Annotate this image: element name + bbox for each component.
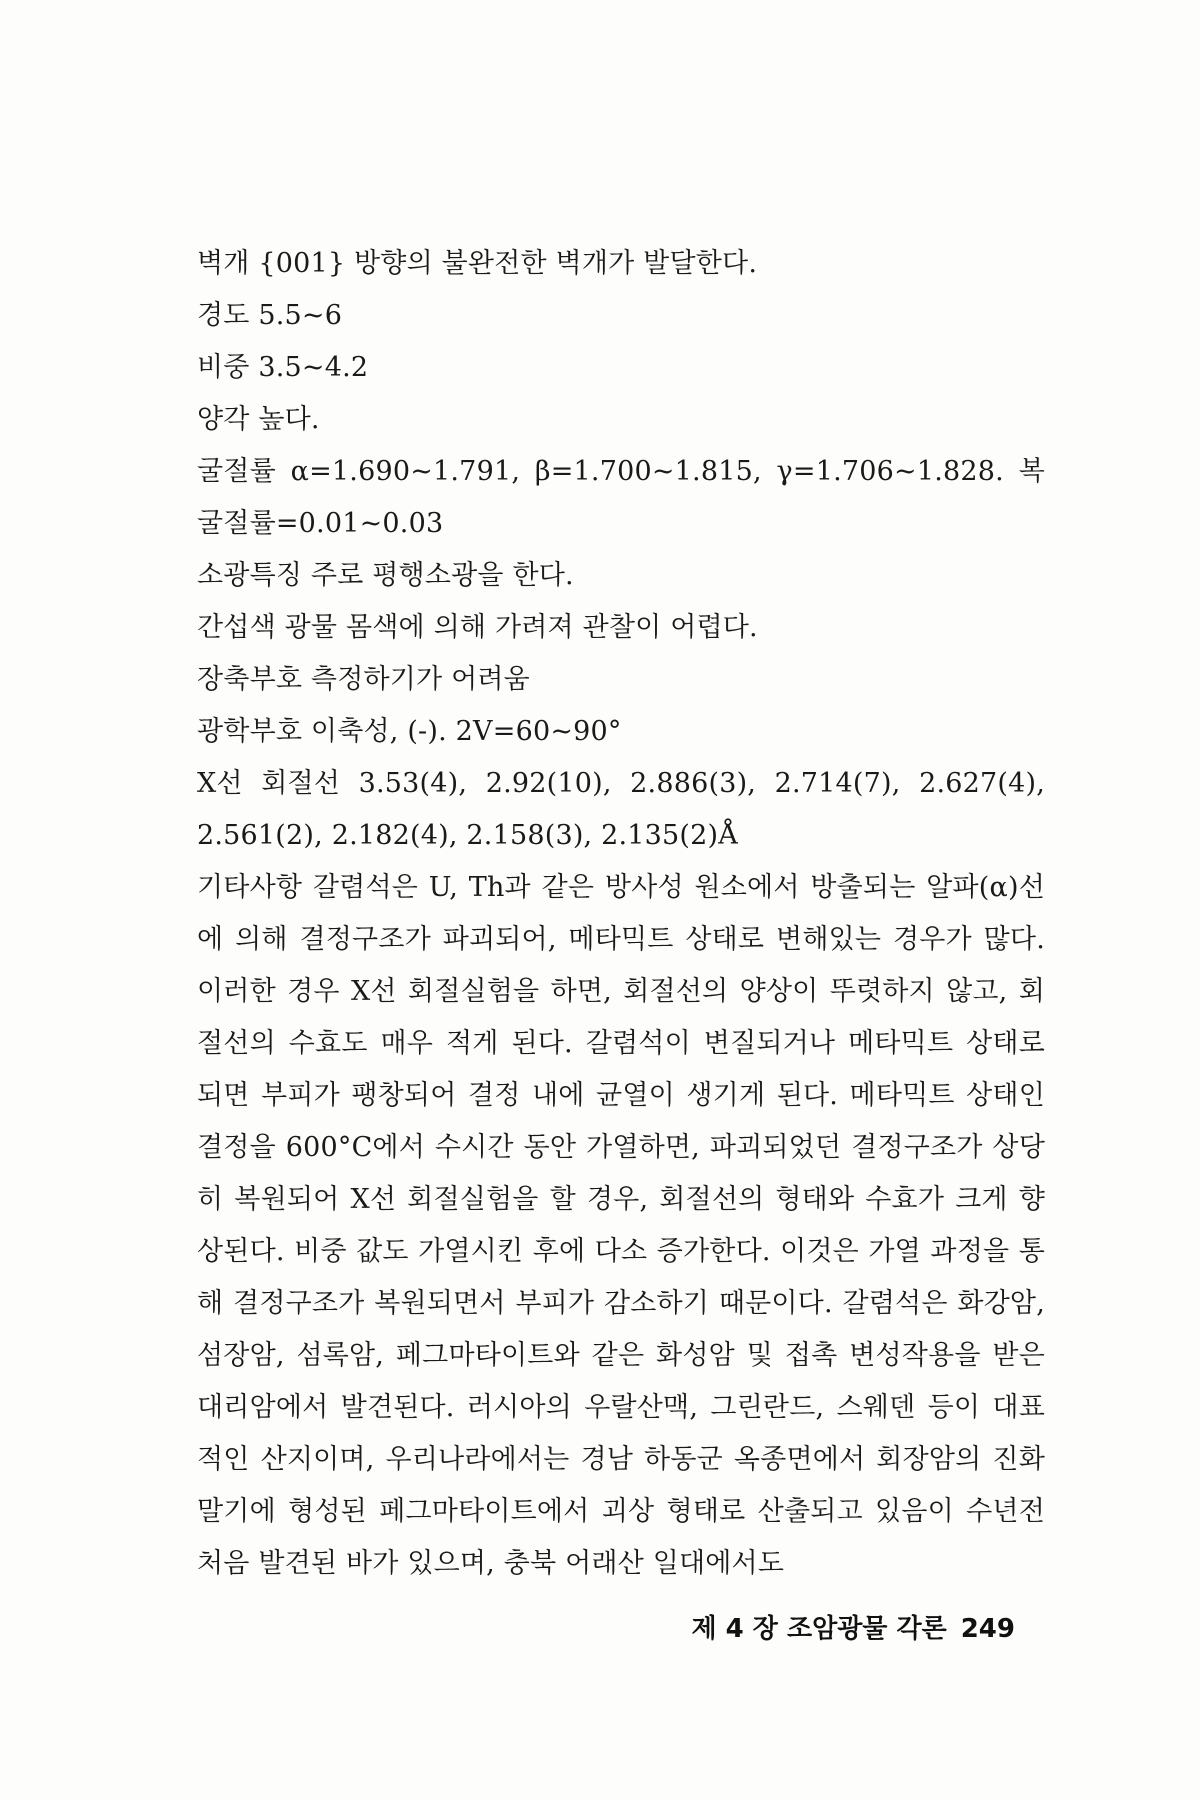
page-footer — [691, 1608, 1015, 1645]
specific-gravity-line: 비중 3.5~4.2 — [197, 352, 369, 383]
optic-sign-line: 광학부호 이축성, (-). 2V=60~90° — [197, 716, 622, 747]
refractive-index-paragraph: 굴절률 α=1.690~1.791, β=1.700~1.815, γ=1.706~1.828. 복굴절률=0.01~0.03 — [197, 456, 1045, 539]
elongation-sign-line: 장축부호 측정하기가 어려움 — [197, 664, 530, 695]
body-text — [165, 238, 1045, 1590]
cleavage-line: 벽개 {001} 방향의 불완전한 벽개가 발달한다. — [197, 248, 758, 279]
page-number: 249 — [960, 1614, 1015, 1644]
remarks-paragraph: 기타사항 갈렴석은 U, Th과 같은 방사성 원소에서 방출되는 알파(α)선에 의해 결정구조가 파괴되어, 메타믹트 상태로 변해있는 경우가 많다. 이러한 경우 X선 회절실험을 하면, 회절선의 양상이 뚜렷하지 않고, 회절선의 수효도 매우 적게 된다. 갈렴석이 변질되거나 메타믹트 상태로 되면 부피가 팽창되어 결정 내에 균열이 생기게 된다. 메타믹트 상태인 결정을 600°C에서 수시간 동안 가열하면, 파괴되었던 결정구조가 상당히 복원되어 X선 회절실험을 할 경우, 회절선의 형태와 수효가 크게 향상된다. 비중 값도 가열시킨 후에 다소 증가한다. 이것은 가열 과정을 통해 결정구조가 복원되면서 부피가 감소하기 때문이다. 갈렴석은 화강암, 섬장암, 섬록암, 페그마타이트와 같은 화성암 및 접촉 변성작용을 받은 대리암에서 발견된다. 러시아의 우랄산맥, 그린란드, 스웨덴 등이 대표적인 산지이며, 우리나라에서는 경남 하동군 옥종면에서 회장암의 진화 말기에 형성된 페그마타이트에서 괴상 형태로 산출되고 있음이 수년전 처음 발견된 바가 있으며, 충북 어래산 일대에서도 — [197, 872, 1045, 1579]
chapter-title: 제 4 장 조암광물 각론 — [691, 1614, 947, 1644]
extinction-line: 소광특징 주로 평행소광을 한다. — [197, 560, 574, 591]
interference-color-line: 간섭색 광물 몸색에 의해 가려져 관찰이 어렵다. — [197, 612, 758, 643]
relief-line: 양각 높다. — [197, 404, 320, 435]
xray-diffraction-paragraph: X선 회절선 3.53(4), 2.92(10), 2.886(3), 2.714(7), 2.627(4), 2.561(2), 2.182(4), 2.158(3), 2.135(2)Å — [197, 768, 1045, 851]
hardness-line: 경도 5.5~6 — [197, 300, 343, 331]
